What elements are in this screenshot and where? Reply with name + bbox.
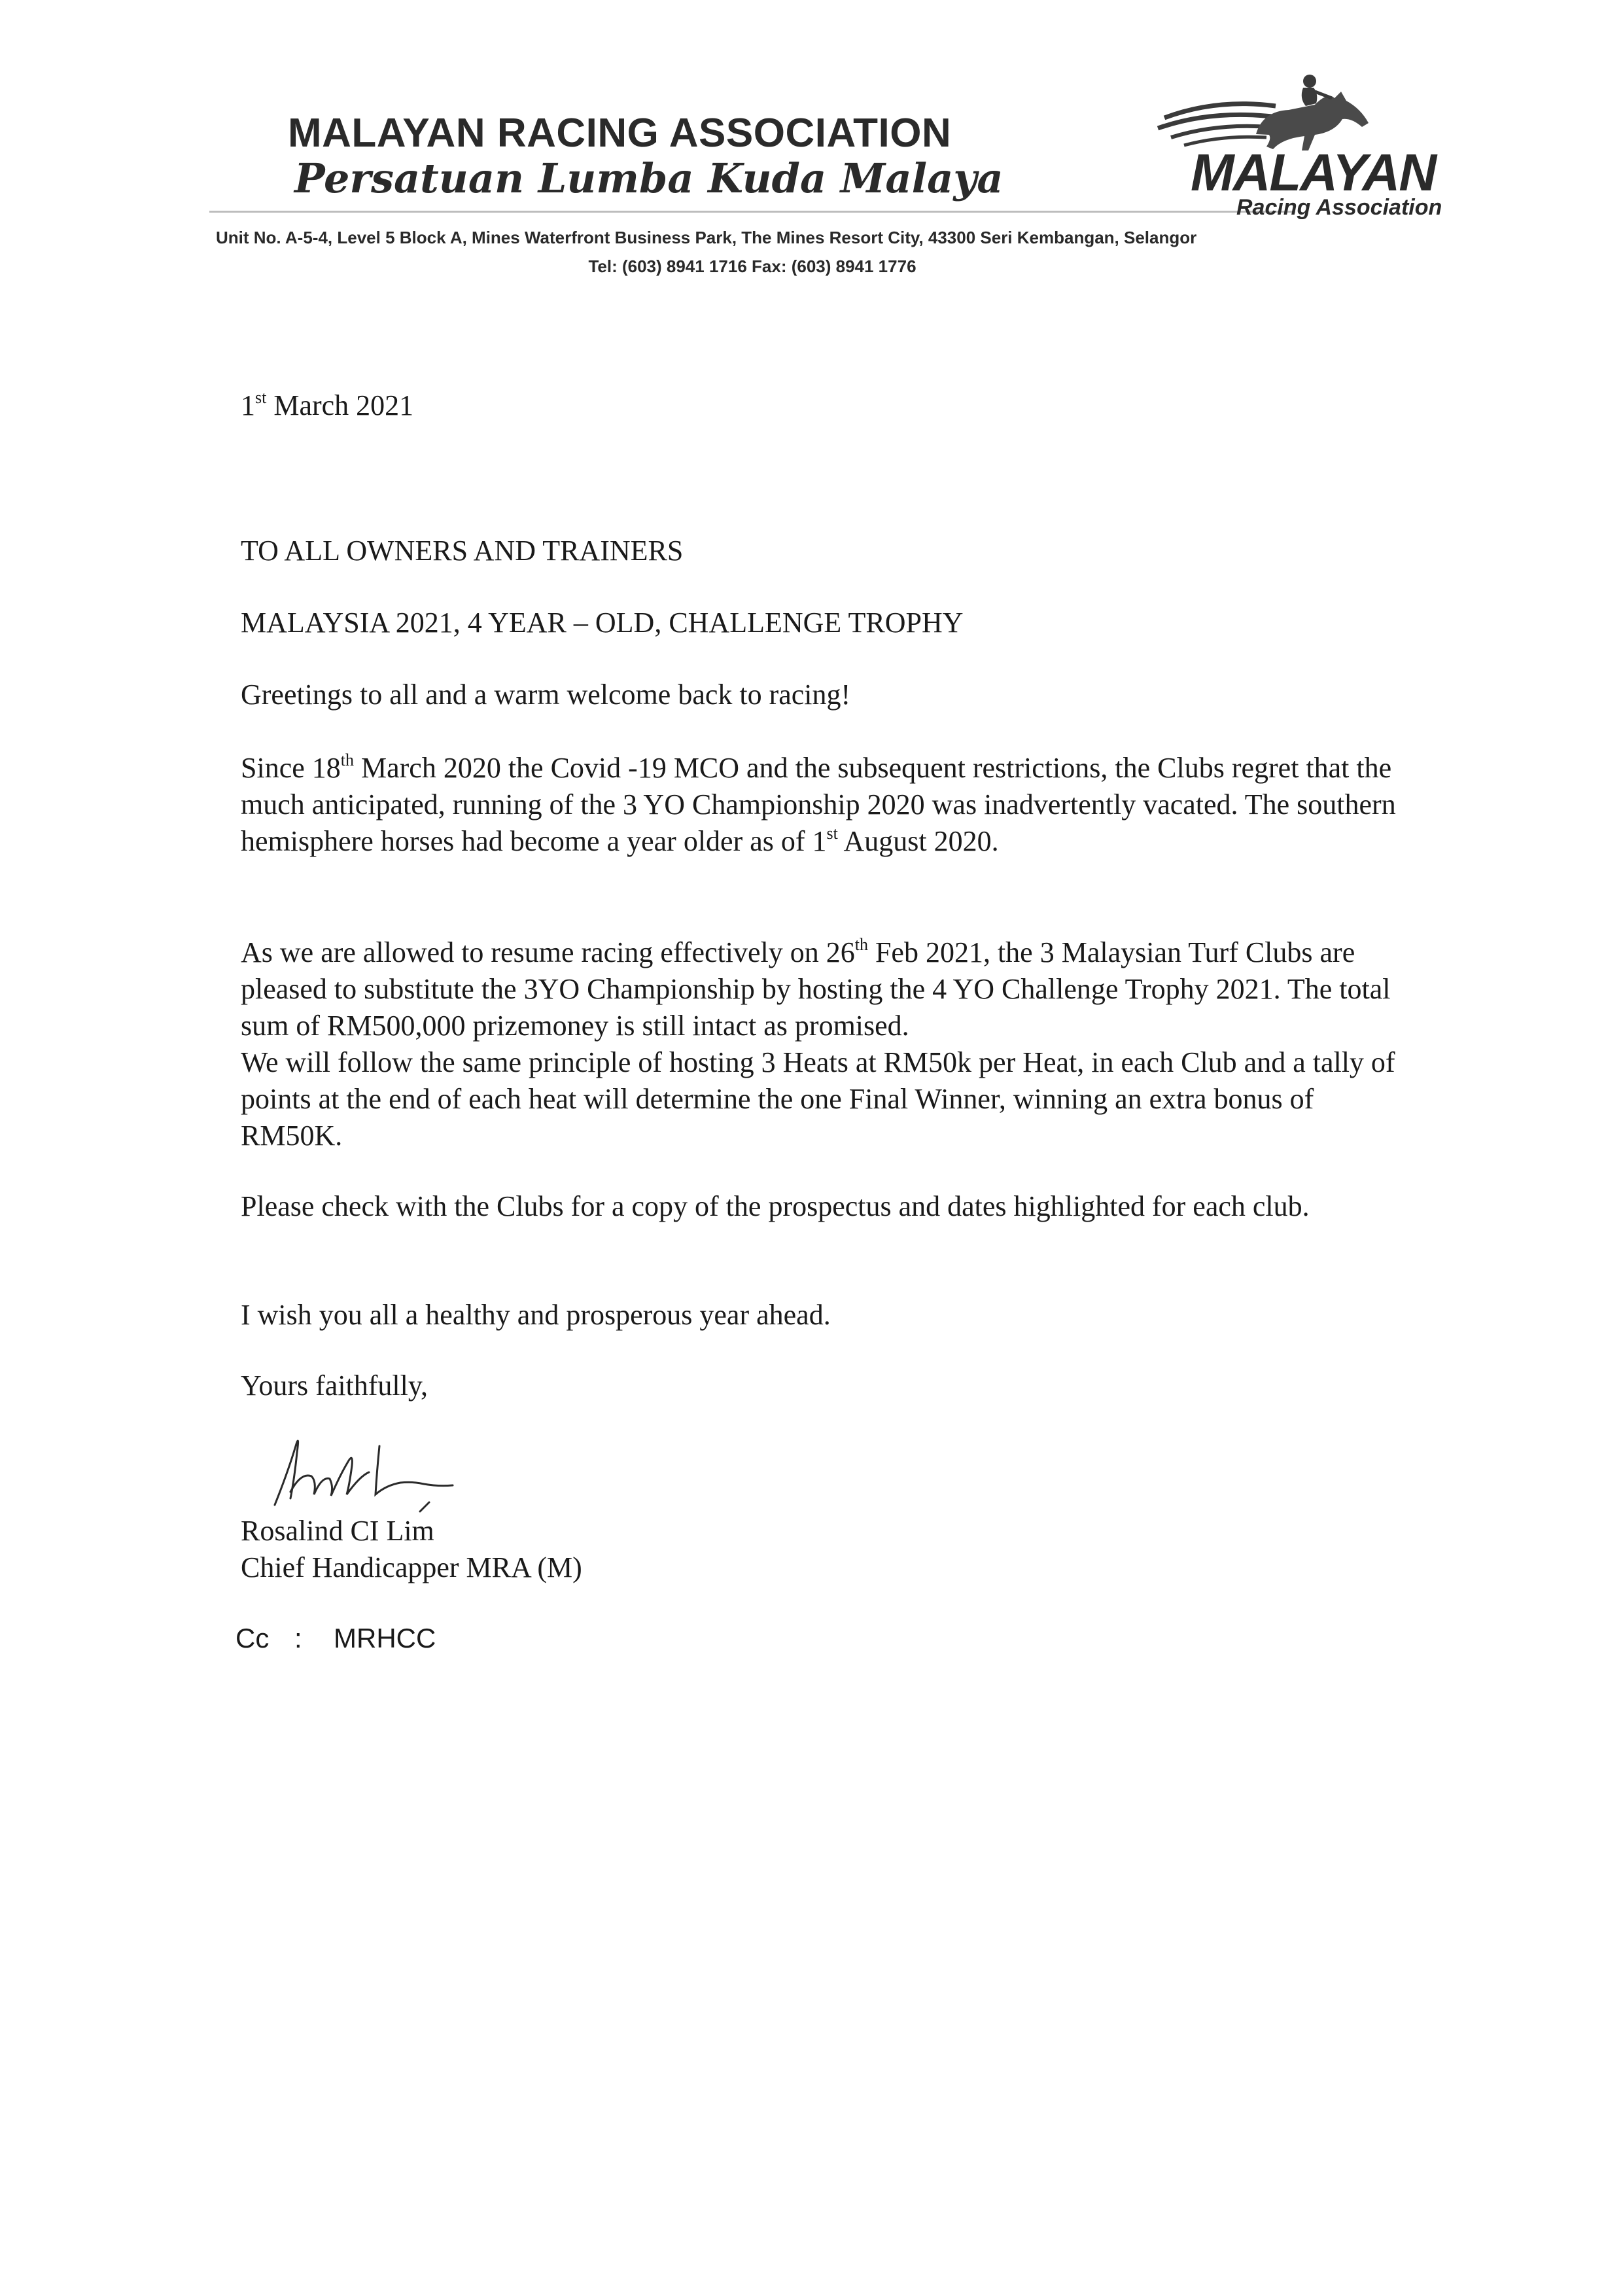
- letter-subject: MALAYSIA 2021, 4 YEAR – OLD, CHALLENGE TROPHY: [241, 607, 964, 639]
- paragraph-1: Since 18th March 2020 the Covid -19 MCO and the subsequent restrictions, the Clubs regret that the much anticipated, running of the 3 YO Championship 2020 was inadvertently vacated. The southern hemisphere horses had become a year older as of 1st August 2020.: [241, 751, 1396, 857]
- contact-line: Tel: (603) 8941 1716 Fax: (603) 8941 1776: [588, 256, 916, 276]
- address-line: Unit No. A-5-4, Level 5 Block A, Mines Waterfront Business Park, The Mines Resort City, 43300 Seri Kembangan, Selangor: [216, 228, 1197, 247]
- letter-recipients: TO ALL OWNERS AND TRAINERS: [241, 535, 684, 567]
- paragraph-2: As we are allowed to resume racing effectively on 26th Feb 2021, the 3 Malaysian Turf Clubs are pleased to substitute the 3YO Championship by hosting the 4 YO Challenge Trophy 2021. The total sum of RM500,000 prizemoney is still intact as promised. We will follow the same principle of hosting 3 Heats at RM50k per Heat, in each Club and a tally of points at the end of each heat will determine the one Final Winner, winning an extra bonus of RM50K.: [241, 935, 1395, 1152]
- cc-line: [236, 1623, 436, 1654]
- signer-name: Rosalind CI Lim: [241, 1515, 434, 1547]
- letterhead-divider: [209, 211, 1295, 213]
- organization-name-malay: Persatuan Lumba Kuda Malaya: [294, 154, 1003, 202]
- cc-value: MRHCC: [334, 1623, 436, 1653]
- closing-line: I wish you all a healthy and prosperous year ahead.: [241, 1299, 831, 1331]
- cc-label: Cc: [236, 1623, 270, 1653]
- signer-title: Chief Handicapper MRA (M): [241, 1551, 582, 1583]
- logo-subtitle: Racing Association: [1236, 195, 1442, 220]
- letter-date: 1st March 2021: [241, 388, 414, 421]
- logo-wordmark: MALAYAN: [1191, 143, 1436, 202]
- sign-off: Yours faithfully,: [241, 1369, 428, 1402]
- cc-separator: :: [294, 1623, 302, 1653]
- paragraph-3: Please check with the Clubs for a copy of the prospectus and dates highlighted for each club.: [241, 1190, 1310, 1222]
- organization-name: MALAYAN RACING ASSOCIATION: [288, 111, 952, 156]
- handwritten-signature: [249, 1413, 523, 1518]
- letter-greeting: Greetings to all and a warm welcome back to racing!: [241, 679, 851, 711]
- association-logo: [1138, 72, 1442, 222]
